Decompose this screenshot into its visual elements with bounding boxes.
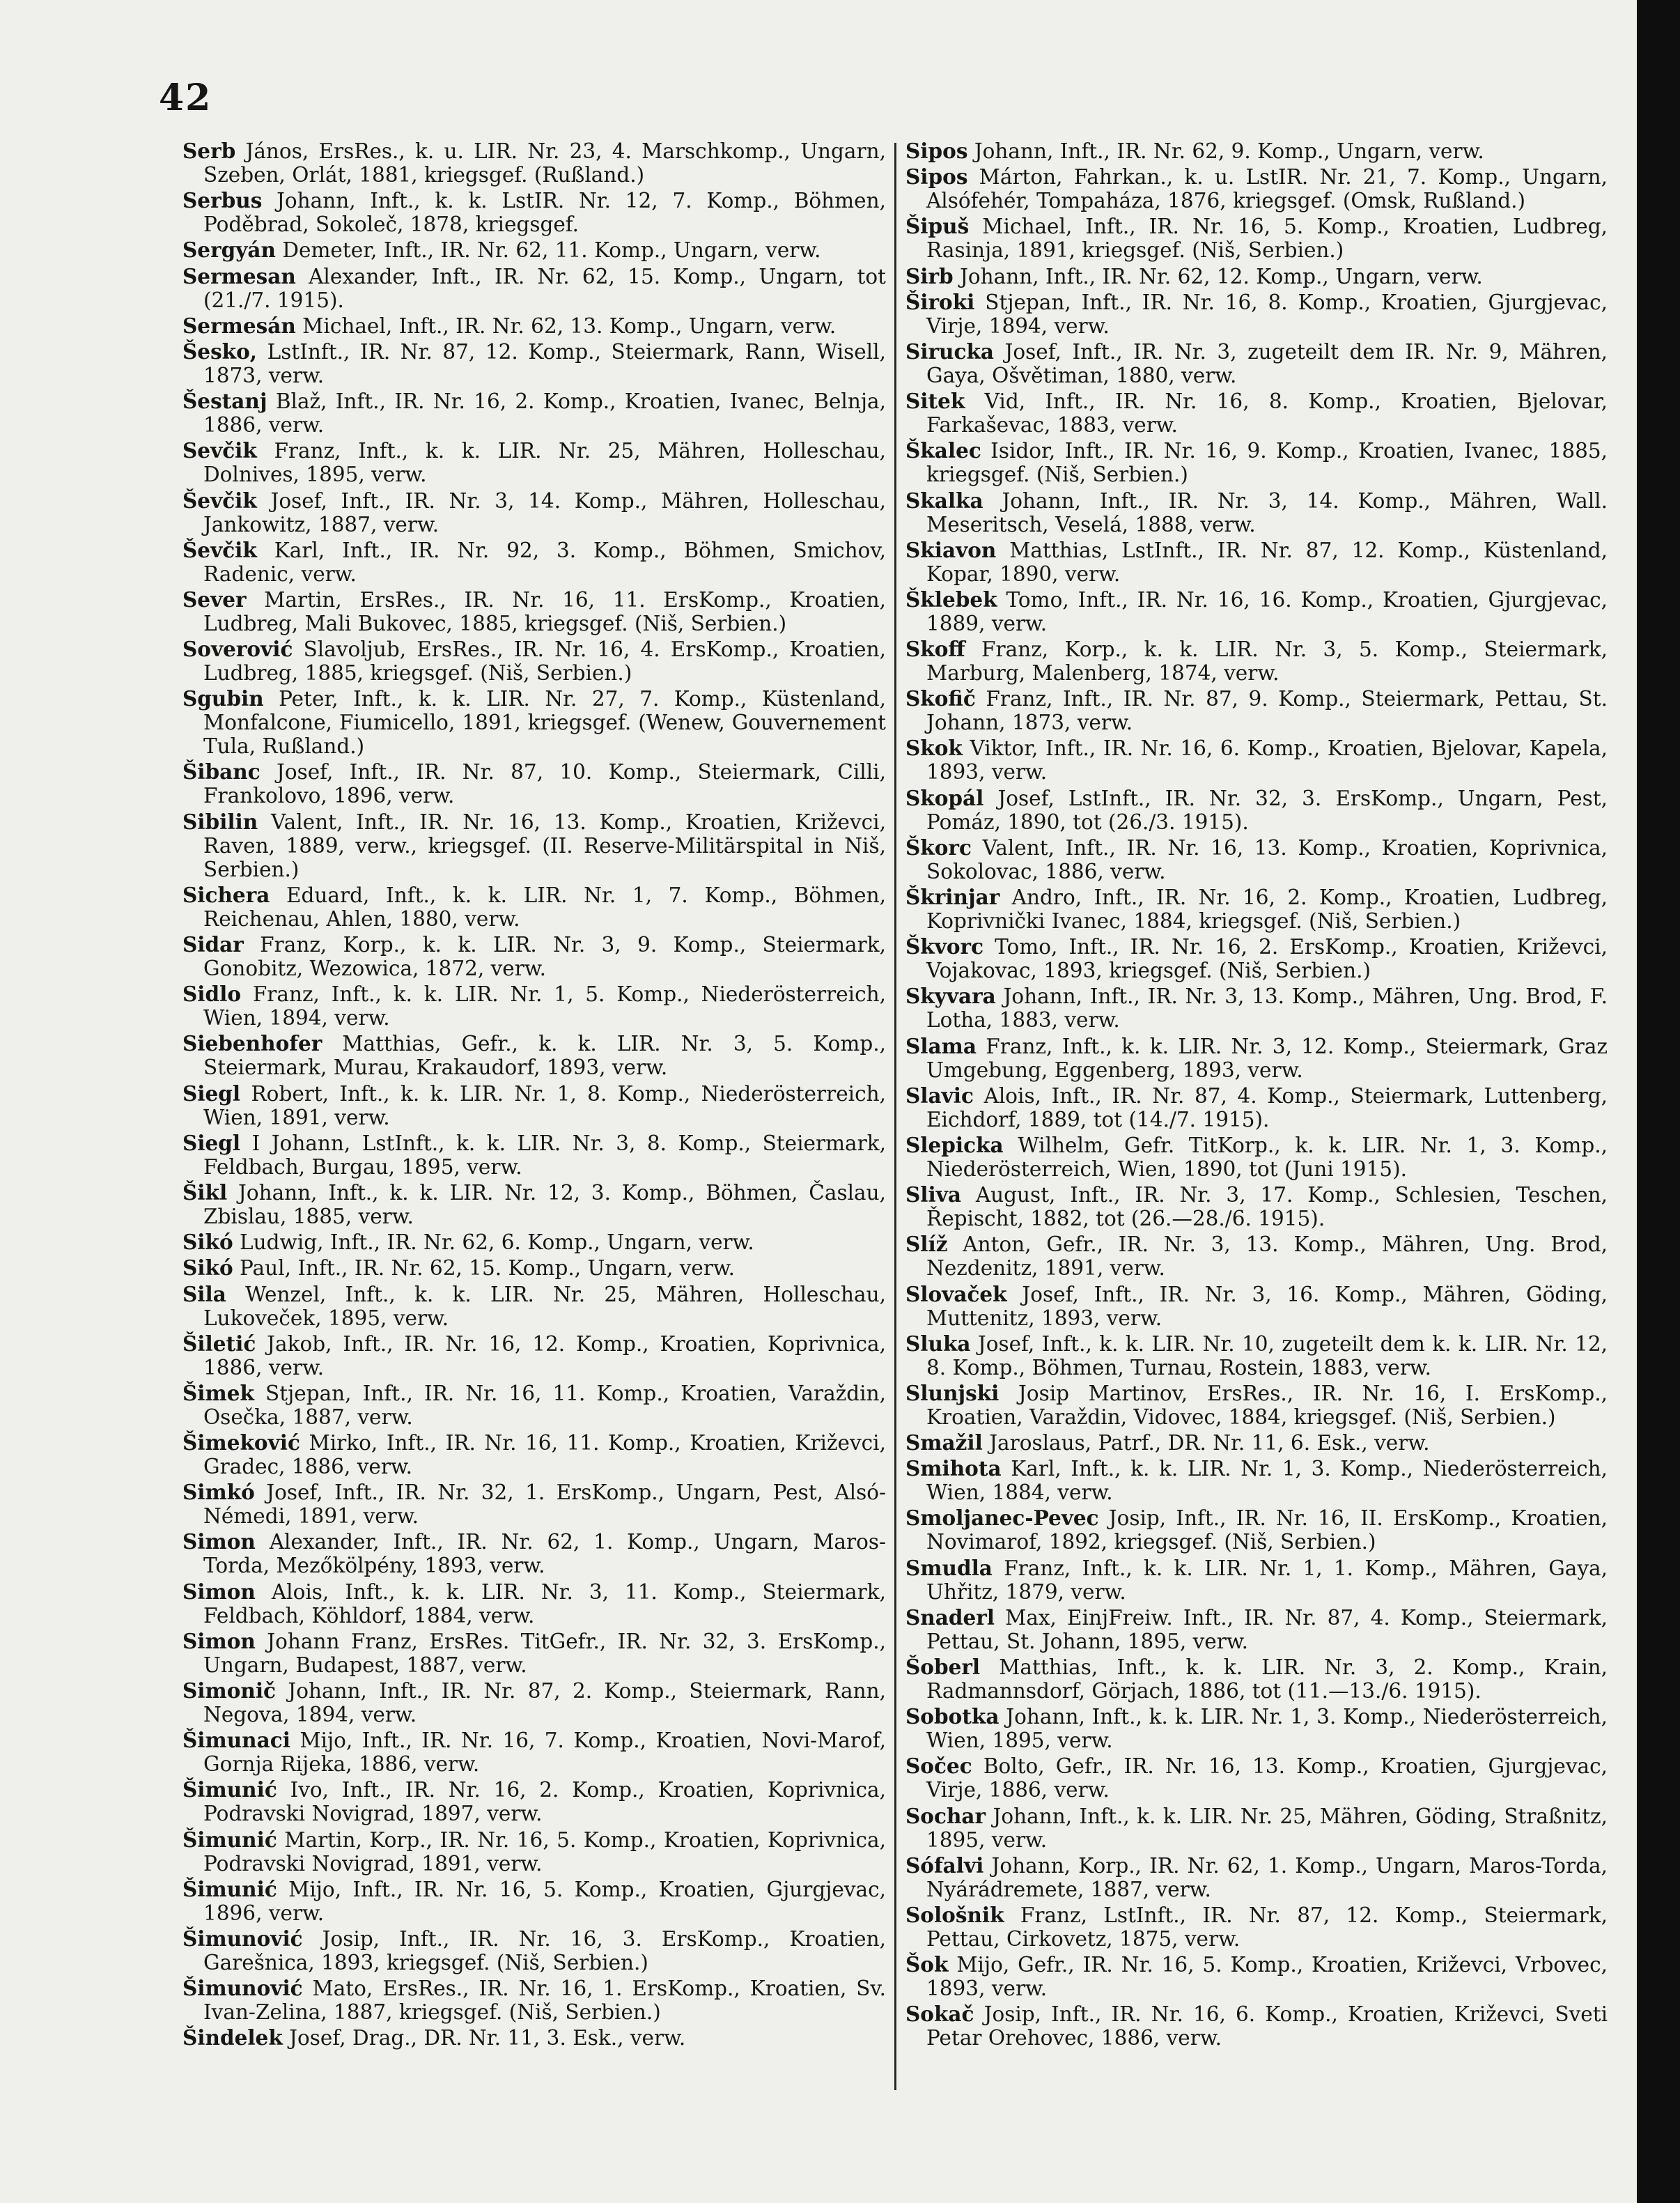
entry-surname: Skofič <box>905 686 976 711</box>
entry-surname: Šindelek <box>182 2025 283 2050</box>
entry-details: Martin, ErsRes., IR. Nr. 16, 11. ErsKomp., Kroatien, Ludbreg, Mali Bukovec, 1885, kriegsgef. (Niš, Serbien.) <box>203 587 886 635</box>
entry-surname: Sikó <box>182 1255 233 1281</box>
casualty-entry <box>905 1332 1608 1379</box>
entry-details: Valent, Inft., IR. Nr. 16, 13. Komp., Kroatien, Križevci, Raven, 1889, verw., kriegsgef. (II. Reserve-Militärspital in Niš, Serbien.) <box>203 810 886 881</box>
entry-surname: Soverović <box>182 637 293 662</box>
entry-details: Stjepan, Inft., IR. Nr. 16, 11. Komp., Kroatien, Varaždin, Osečka, 1887, verw. <box>203 1381 886 1429</box>
entry-surname: Šikl <box>182 1180 228 1205</box>
entry-details: Johann, Inft., IR. Nr. 3, 13. Komp., Mähren, Ung. Brod, F. Lotha, 1883, verw. <box>926 984 1608 1033</box>
entry-surname: Sipos <box>905 164 968 190</box>
casualty-entry <box>182 1481 886 1528</box>
casualty-entry <box>182 265 886 312</box>
entry-surname: Simon <box>182 1529 256 1554</box>
entry-details: Johann, Inft., k. k. LIR. Nr. 25, Mähren, Göding, Straßnitz, 1895, verw. <box>926 1804 1608 1852</box>
entry-details: János, ErsRes., k. u. LIR. Nr. 23, 4. Marschkomp., Ungarn, Szeben, Orlát, 1881, kriegsgef. (Rußland.) <box>203 139 886 187</box>
entry-details: Andro, Inft., IR. Nr. 16, 2. Komp., Kroatien, Ludbreg, Koprivnički Ivanec, 1884, kriegsgef. (Niš, Serbien.) <box>926 886 1608 933</box>
entry-details: Peter, Inft., k. k. LIR. Nr. 27, 7. Komp., Küstenland, Monfalcone, Fiumicello, 1891, kriegsgef. (Wenew, Gouvernement Tula, Rußland.) <box>203 687 886 759</box>
right-column <box>905 139 1608 2053</box>
casualty-entry <box>182 933 886 980</box>
casualty-entry <box>905 1232 1608 1280</box>
casualty-entry <box>182 1977 886 2024</box>
entry-details: Franz, LstInft., IR. Nr. 87, 12. Komp., Steiermark, Pettau, Cirkovetz, 1875, verw. <box>926 1903 1608 1951</box>
entry-surname: Slepicka <box>905 1132 1004 1157</box>
entry-surname: Šok <box>905 1952 949 1977</box>
casualty-entry <box>182 489 886 536</box>
entry-details: Alexander, Inft., IR. Nr. 62, 1. Komp., Ungarn, Maros-Torda, Mezőkölpény, 1893, verw. <box>203 1530 886 1578</box>
entry-surname: Sliva <box>905 1182 961 1207</box>
entry-details: Josef, Inft., IR. Nr. 3, 14. Komp., Mähren, Holleschau, Jankowitz, 1887, verw. <box>203 488 886 536</box>
casualty-entry <box>182 1828 886 1876</box>
casualty-entry <box>905 1035 1608 1082</box>
entry-surname: Sočec <box>905 1754 972 1779</box>
entry-details: Matthias, Inft., k. k. LIR. Nr. 3, 2. Komp., Krain, Radmannsdorf, Görjach, 1886, tot (11.—13./6. 1915). <box>926 1655 1608 1703</box>
entry-details: Anton, Gefr., IR. Nr. 3, 13. Komp., Mähren, Ung. Brod, Nezdenitz, 1891, verw. <box>926 1232 1608 1281</box>
casualty-entry <box>182 1778 886 1825</box>
entry-details: Michael, Inft., IR. Nr. 62, 13. Komp., Ungarn, verw. <box>302 314 837 338</box>
entry-surname: Slama <box>905 1033 977 1058</box>
entry-surname: Šimunović <box>182 1926 303 1951</box>
entry-details: Jakob, Inft., IR. Nr. 16, 12. Komp., Kroatien, Koprivnica, 1886, verw. <box>203 1331 886 1379</box>
casualty-entry <box>182 439 886 486</box>
entry-surname: Sidar <box>182 932 244 957</box>
entry-details: Tomo, Inft., IR. Nr. 16, 16. Komp., Kroatien, Gjurgjevac, 1889, verw. <box>926 587 1608 635</box>
entry-surname: Sila <box>182 1281 226 1306</box>
entry-surname: Sibilin <box>182 809 258 834</box>
casualty-entry <box>905 1134 1608 1181</box>
casualty-entry <box>905 2002 1608 2050</box>
entry-surname: Sermesán <box>182 313 296 338</box>
entry-surname: Šimeković <box>182 1430 300 1455</box>
entry-surname: Simkó <box>182 1480 255 1505</box>
entry-surname: Šimunić <box>182 1777 277 1802</box>
casualty-entry <box>182 1181 886 1228</box>
entry-surname: Skyvara <box>905 984 996 1009</box>
entry-details: Mirko, Inft., IR. Nr. 16, 11. Komp., Kroatien, Križevci, Gradec, 1886, verw. <box>203 1431 886 1479</box>
entry-surname: Siegl <box>182 1130 241 1155</box>
casualty-entry <box>905 165 1608 212</box>
entry-surname: Škrinjar <box>905 885 1000 909</box>
casualty-entry <box>182 139 886 187</box>
entry-details: Alexander, Inft., IR. Nr. 62, 15. Komp., Ungarn, tot (21./7. 1915). <box>203 264 886 312</box>
casualty-entry <box>905 1854 1608 1901</box>
casualty-entry <box>905 1754 1608 1802</box>
entry-surname: Široki <box>905 289 975 314</box>
entry-surname: Sokač <box>905 2002 974 2027</box>
entry-surname: Škorc <box>905 835 972 860</box>
entry-details: Franz, Inft., k. k. LIR. Nr. 25, Mähren, Holleschau, Dolnives, 1895, verw. <box>203 439 886 487</box>
casualty-entry <box>182 238 886 262</box>
casualty-entry <box>905 439 1608 486</box>
entry-details: Valent, Inft., IR. Nr. 16, 13. Komp., Kroatien, Koprivnica, Sokolovac, 1886, verw. <box>926 835 1608 883</box>
casualty-entry <box>905 1556 1608 1604</box>
scan-edge <box>1637 0 1680 2203</box>
casualty-entry <box>182 340 886 387</box>
entry-surname: Snaderl <box>905 1605 995 1630</box>
entry-surname: Skok <box>905 736 963 761</box>
casualty-entry <box>905 687 1608 734</box>
casualty-entry <box>182 1729 886 1776</box>
casualty-entry <box>182 982 886 1030</box>
entry-details: Josef, LstInft., IR. Nr. 32, 3. ErsKomp., Ungarn, Pest, Pomáz, 1890, tot (26./3. 1915). <box>926 786 1608 834</box>
casualty-entry <box>905 1606 1608 1653</box>
casualty-entry <box>905 1183 1608 1230</box>
casualty-entry <box>905 836 1608 883</box>
entry-details: Ivo, Inft., IR. Nr. 16, 2. Komp., Kroatien, Koprivnica, Podravski Novigrad, 1897, verw. <box>203 1778 886 1826</box>
casualty-entry <box>905 139 1608 163</box>
entry-details: Josef, Inft., k. k. LIR. Nr. 10, zugeteilt dem k. k. LIR. Nr. 12, 8. Komp., Böhmen, Turnau, Rostein, 1883, verw. <box>926 1331 1608 1379</box>
entry-surname: Šipuš <box>905 214 970 239</box>
entry-surname: Smudla <box>905 1555 993 1580</box>
casualty-entry <box>905 1283 1608 1330</box>
entry-surname: Sitek <box>905 389 965 414</box>
casualty-entry <box>182 1382 886 1429</box>
entry-surname: Sófalvi <box>905 1853 984 1878</box>
entry-surname: Sichera <box>182 882 270 907</box>
casualty-entry <box>182 1927 886 1974</box>
entry-details: Johann, Korp., IR. Nr. 62, 1. Komp., Ungarn, Maros-Torda, Nyárádremete, 1887, verw. <box>926 1853 1608 1901</box>
entry-surname: Ševčik <box>182 537 257 562</box>
entry-details: Isidor, Inft., IR. Nr. 16, 9. Komp., Kroatien, Ivanec, 1885, kriegsgef. (Niš, Serbien.) <box>926 439 1608 487</box>
casualty-entry <box>905 1506 1608 1554</box>
entry-surname: Smažil <box>905 1430 983 1455</box>
entry-details: Franz, Korp., k. k. LIR. Nr. 3, 9. Komp., Steiermark, Gonobitz, Wezowica, 1872, verw. <box>203 933 886 980</box>
entry-surname: Serb <box>182 139 236 163</box>
entry-details: Josef, Inft., IR. Nr. 32, 1. ErsKomp., Ungarn, Pest, Alsó-Némedi, 1891, verw. <box>203 1481 886 1529</box>
entry-surname: Slavic <box>905 1083 974 1108</box>
entry-details: LstInft., IR. Nr. 87, 12. Komp., Steiermark, Rann, Wisell, 1873, verw. <box>203 339 886 387</box>
entry-surname: Šiletić <box>182 1331 256 1356</box>
entry-surname: Sluka <box>905 1331 971 1356</box>
entry-surname: Slíž <box>905 1232 948 1257</box>
entry-details: Márton, Fahrkan., k. u. LstIR. Nr. 21, 7. Komp., Ungarn, Alsófehér, Tompaháza, 1876, kriegsgef. (Omsk, Rußland.) <box>926 165 1608 213</box>
entry-details: Josef, Drag., DR. Nr. 11, 3. Esk., verw. <box>289 2026 686 2050</box>
casualty-entry <box>905 1382 1608 1429</box>
casualty-entry <box>905 389 1608 437</box>
entry-surname: Smihota <box>905 1456 1002 1481</box>
entry-details: Johann, Inft., IR. Nr. 62, 12. Komp., Ungarn, verw. <box>960 264 1483 288</box>
entry-details: Bolto, Gefr., IR. Nr. 16, 13. Komp., Kroatien, Gjurgjevac, Virje, 1886, verw. <box>926 1754 1608 1802</box>
entry-details: Josip, Inft., IR. Nr. 16, II. ErsKomp., Kroatien, Novimarof, 1892, kriegsgef. (Niš, Serbien.) <box>926 1506 1608 1554</box>
entry-surname: Sirucka <box>905 339 995 364</box>
entry-details: Josef, Inft., IR. Nr. 3, zugeteilt dem IR. Nr. 9, Mähren, Gaya, Ošvětiman, 1880, verw. <box>926 339 1608 387</box>
casualty-entry <box>182 1431 886 1478</box>
entry-details: August, Inft., IR. Nr. 3, 17. Komp., Schlesien, Teschen, Řepischt, 1882, tot (26.—28./6. 1915). <box>926 1183 1608 1231</box>
casualty-entry <box>905 886 1608 933</box>
entry-details: Max, EinjFreiw. Inft., IR. Nr. 87, 4. Komp., Steiermark, Pettau, St. Johann, 1895, verw. <box>926 1605 1608 1653</box>
casualty-entry <box>905 1705 1608 1752</box>
entry-details: Michael, Inft., IR. Nr. 16, 5. Komp., Kroatien, Ludbreg, Rasinja, 1891, kriegsgef. (Niš, Serbien.) <box>926 215 1608 263</box>
entry-details: Demeter, Inft., IR. Nr. 62, 11. Komp., Ungarn, verw. <box>282 238 821 263</box>
entry-surname: Šimek <box>182 1380 254 1405</box>
casualty-entry <box>905 736 1608 784</box>
casualty-entry <box>905 637 1608 685</box>
entry-surname: Siegl <box>182 1081 241 1106</box>
casualty-entry <box>905 1953 1608 2000</box>
entry-details: Karl, Inft., k. k. LIR. Nr. 1, 3. Komp., Niederösterreich, Wien, 1884, verw. <box>926 1457 1608 1505</box>
entry-surname: Šesko, <box>182 339 258 364</box>
entry-details: Paul, Inft., IR. Nr. 62, 15. Komp., Ungarn, verw. <box>240 1256 736 1281</box>
entry-details: Slavoljub, ErsRes., IR. Nr. 16, 4. ErsKomp., Kroatien, Ludbreg, 1885, kriegsgef. (Niš, Serbien.) <box>203 637 886 686</box>
casualty-entry <box>905 1431 1608 1455</box>
casualty-entry <box>905 291 1608 338</box>
entry-surname: Sobotka <box>905 1704 1000 1729</box>
entry-details: I Johann, LstInft., k. k. LIR. Nr. 3, 8. Komp., Steiermark, Feldbach, Burgau, 1895, verw. <box>203 1131 887 1179</box>
entry-surname: Simon <box>182 1628 256 1653</box>
entry-surname: Šimunović <box>182 1976 303 2001</box>
entry-surname: Sipos <box>905 139 968 163</box>
entry-details: Robert, Inft., k. k. LIR. Nr. 1, 8. Komp., Niederösterreich, Wien, 1891, verw. <box>203 1081 886 1129</box>
entry-surname: Skiavon <box>905 537 997 562</box>
casualty-entry <box>182 2026 886 2050</box>
casualty-entry <box>182 1332 886 1379</box>
entry-surname: Sološnik <box>905 1902 1004 1927</box>
casualty-entry <box>182 1679 886 1726</box>
entry-details: Karl, Inft., IR. Nr. 92, 3. Komp., Böhmen, Smichov, Radenic, verw. <box>203 538 886 586</box>
entry-details: Tomo, Inft., IR. Nr. 16, 2. ErsKomp., Kroatien, Križevci, Vojakovac, 1893, kriegsgef. (Niš, Serbien.) <box>926 935 1608 983</box>
entry-surname: Simonič <box>182 1678 277 1703</box>
entry-details: Eduard, Inft., k. k. LIR. Nr. 1, 7. Komp., Böhmen, Reichenau, Ahlen, 1880, verw. <box>203 883 886 931</box>
casualty-entry <box>182 1878 886 1925</box>
entry-surname: Šoberl <box>905 1655 981 1679</box>
entry-details: Alois, Inft., IR. Nr. 87, 4. Komp., Steiermark, Luttenberg, Eichdorf, 1889, tot (14./7. 1915). <box>926 1083 1608 1131</box>
entry-details: Josip Martinov, ErsRes., IR. Nr. 16, I. ErsKomp., Kroatien, Varaždin, Vidovec, 1884, kriegsgef. (Niš, Serbien.) <box>926 1381 1608 1429</box>
entry-surname: Skopál <box>905 785 984 810</box>
casualty-entry <box>182 637 886 685</box>
entry-surname: Šklebek <box>905 587 997 612</box>
entry-surname: Skoff <box>905 637 965 662</box>
entry-details: Franz, Inft., k. k. LIR. Nr. 1, 1. Komp., Mähren, Gaya, Uhřitz, 1879, verw. <box>926 1556 1608 1604</box>
entry-surname: Sever <box>182 587 247 612</box>
entry-details: Stjepan, Inft., IR. Nr. 16, 8. Komp., Kroatien, Gjurgjevac, Virje, 1894, verw. <box>926 290 1608 338</box>
entry-details: Ludwig, Inft., IR. Nr. 62, 6. Komp., Ungarn, verw. <box>240 1230 754 1255</box>
entry-surname: Sirb <box>905 263 954 288</box>
entry-details: Mato, ErsRes., IR. Nr. 16, 1. ErsKomp., Kroatien, Sv. Ivan-Zelina, 1887, kriegsgef. (Niš, Serbien.) <box>203 1977 886 2025</box>
entry-details: Mijo, Inft., IR. Nr. 16, 5. Komp., Kroatien, Gjurgjevac, 1896, verw. <box>203 1877 886 1925</box>
casualty-entry <box>182 314 886 338</box>
casualty-entry <box>905 1903 1608 1951</box>
casualty-entry <box>905 340 1608 387</box>
entry-surname: Škvorc <box>905 934 984 959</box>
entry-surname: Šimunić <box>182 1827 277 1852</box>
casualty-entry <box>182 687 886 758</box>
entry-details: Franz, Inft., k. k. LIR. Nr. 3, 12. Komp., Steiermark, Graz Umgebung, Eggenberg, 1893, verw. <box>926 1034 1608 1082</box>
entry-surname: Ševčik <box>182 488 257 513</box>
entry-surname: Sgubin <box>182 686 264 711</box>
entry-surname: Šestanj <box>182 389 267 414</box>
entry-surname: Siebenhofer <box>182 1031 322 1056</box>
casualty-entry <box>182 1630 886 1677</box>
entry-surname: Sikó <box>182 1230 233 1255</box>
entry-details: Franz, Inft., k. k. LIR. Nr. 1, 5. Komp., Niederösterreich, Wien, 1894, verw. <box>203 982 886 1030</box>
entry-surname: Serbus <box>182 188 263 213</box>
entry-details: Franz, Inft., IR. Nr. 87, 9. Komp., Steiermark, Pettau, St. Johann, 1873, verw. <box>926 687 1608 735</box>
casualty-entry <box>182 539 886 586</box>
entry-details: Johann, Inft., k. k. LIR. Nr. 1, 3. Komp., Niederösterreich, Wien, 1895, verw. <box>926 1705 1608 1753</box>
casualty-entry <box>182 1580 886 1628</box>
casualty-entry <box>182 760 886 807</box>
entry-details: Johann, Inft., k. k. LstIR. Nr. 12, 7. Komp., Böhmen, Poděbrad, Sokoleč, 1878, kriegsgef. <box>203 189 886 237</box>
entry-surname: Simon <box>182 1579 256 1604</box>
entry-details: Franz, Korp., k. k. LIR. Nr. 3, 5. Komp., Steiermark, Marburg, Malenberg, 1874, verw. <box>926 637 1608 686</box>
entry-details: Martin, Korp., IR. Nr. 16, 5. Komp., Kroatien, Koprivnica, Podravski Novigrad, 1891, verw. <box>203 1827 886 1876</box>
entry-details: Wenzel, Inft., k. k. LIR. Nr. 25, Mähren, Holleschau, Lukoveček, 1895, verw. <box>203 1282 886 1330</box>
casualty-entry <box>905 588 1608 635</box>
entry-surname: Sermesan <box>182 263 296 288</box>
entry-details: Blaž, Inft., IR. Nr. 16, 2. Komp., Kroatien, Ivanec, Belnja, 1886, verw. <box>203 389 886 438</box>
entry-surname: Sergyán <box>182 238 276 263</box>
entry-details: Jaroslaus, Patrf., DR. Nr. 11, 6. Esk., verw. <box>989 1431 1430 1455</box>
casualty-entry <box>905 539 1608 586</box>
entry-details: Johann, Inft., IR. Nr. 87, 2. Komp., Steiermark, Rann, Negova, 1894, verw. <box>203 1679 886 1726</box>
casualty-entry <box>182 588 886 635</box>
entry-surname: Šibanc <box>182 759 260 784</box>
casualty-entry <box>182 189 886 236</box>
entry-details: Johann Franz, ErsRes. TitGefr., IR. Nr. 32, 3. ErsKomp., Ungarn, Budapest, 1887, verw. <box>203 1629 886 1677</box>
entry-details: Mijo, Inft., IR. Nr. 16, 7. Komp., Kroatien, Novi-Marof, Gornja Rijeka, 1886, verw. <box>203 1729 886 1777</box>
casualty-entry <box>182 389 886 437</box>
entry-details: Wilhelm, Gefr. TitKorp., k. k. LIR. Nr. 1, 3. Komp., Niederösterreich, Wien, 1890, tot (Juni 1915). <box>926 1133 1608 1181</box>
entry-details: Mijo, Gefr., IR. Nr. 16, 5. Komp., Kroatien, Križevci, Vrbovec, 1893, verw. <box>926 1953 1608 2001</box>
entry-surname: Šimunić <box>182 1876 277 1901</box>
column-divider <box>894 143 896 2090</box>
casualty-entry <box>905 787 1608 834</box>
entry-surname: Šimunaci <box>182 1728 290 1753</box>
entry-details: Matthias, Gefr., k. k. LIR. Nr. 3, 5. Komp., Steiermark, Murau, Krakaudorf, 1893, verw. <box>203 1032 886 1080</box>
casualty-entry <box>182 1131 886 1179</box>
casualty-entry <box>905 1655 1608 1703</box>
left-column <box>182 139 886 2053</box>
casualty-entry <box>182 1530 886 1577</box>
casualty-entry <box>182 1256 886 1280</box>
casualty-entry <box>905 984 1608 1032</box>
casualty-entry <box>905 215 1608 262</box>
casualty-entry <box>905 265 1608 288</box>
entry-surname: Sidlo <box>182 982 242 1007</box>
entry-surname: Škalec <box>905 438 981 463</box>
casualty-entry <box>905 935 1608 982</box>
entry-details: Johann, Inft., k. k. LIR. Nr. 12, 3. Komp., Böhmen, Časlau, Zbislau, 1885, verw. <box>203 1180 886 1228</box>
casualty-entry <box>182 1283 886 1330</box>
casualty-entry <box>905 1457 1608 1504</box>
casualty-entry <box>182 1230 886 1254</box>
casualty-entry <box>905 1804 1608 1852</box>
entry-surname: Sochar <box>905 1803 986 1828</box>
entry-surname: Skalka <box>905 488 983 513</box>
entry-details: Vid, Inft., IR. Nr. 16, 8. Komp., Kroatien, Bjelovar, Farkaševac, 1883, verw. <box>926 389 1608 438</box>
casualty-entry <box>905 1084 1608 1131</box>
entry-surname: Smoljanec-Pevec <box>905 1506 1099 1531</box>
entry-details: Alois, Inft., k. k. LIR. Nr. 3, 11. Komp., Steiermark, Feldbach, Köhldorf, 1884, verw. <box>203 1579 886 1628</box>
entry-details: Matthias, LstInft., IR. Nr. 87, 12. Komp., Küstenland, Kopar, 1890, verw. <box>926 538 1608 586</box>
casualty-entry <box>182 883 886 931</box>
casualty-entry <box>182 1032 886 1079</box>
casualty-entry <box>182 1082 886 1129</box>
entry-details: Josip, Inft., IR. Nr. 16, 6. Komp., Kroatien, Križevci, Sveti Petar Orehovec, 1886, verw. <box>926 2002 1608 2050</box>
entry-surname: Slovaček <box>905 1281 1007 1306</box>
entry-details: Josip, Inft., IR. Nr. 16, 3. ErsKomp., Kroatien, Garešnica, 1893, kriegsgef. (Niš, Serbien.) <box>203 1926 886 1974</box>
casualty-entry <box>905 489 1608 536</box>
entry-details: Josef, Inft., IR. Nr. 87, 10. Komp., Steiermark, Cilli, Frankolovo, 1896, verw. <box>203 760 886 808</box>
casualty-entry <box>182 810 886 881</box>
entry-details: Johann, Inft., IR. Nr. 3, 14. Komp., Mähren, Wall. Meseritsch, Veselá, 1888, verw. <box>926 488 1608 536</box>
entry-surname: Slunjski <box>905 1380 1000 1405</box>
entry-details: Johann, Inft., IR. Nr. 62, 9. Komp., Ungarn, verw. <box>974 139 1484 163</box>
entry-details: Viktor, Inft., IR. Nr. 16, 6. Komp., Kroatien, Bjelovar, Kapela, 1893, verw. <box>926 736 1608 784</box>
page-number: 42 <box>159 77 212 119</box>
entry-surname: Sevčik <box>182 438 257 463</box>
entry-details: Josef, Inft., IR. Nr. 3, 16. Komp., Mähren, Göding, Muttenitz, 1893, verw. <box>926 1282 1608 1330</box>
